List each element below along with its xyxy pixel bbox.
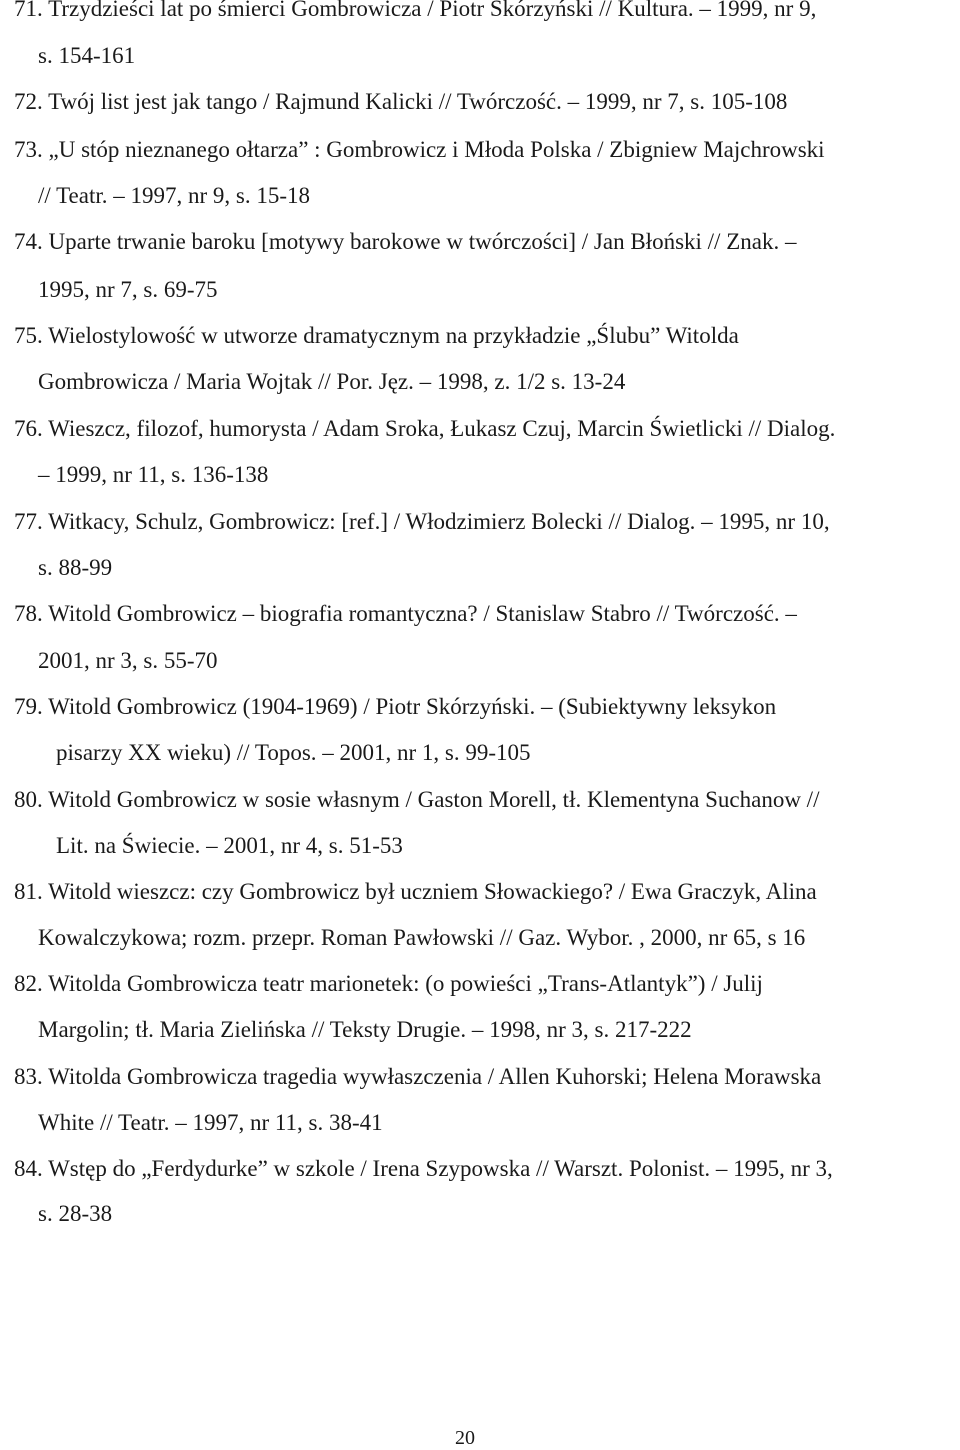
entry-line: s. 88-99	[38, 555, 113, 580]
entry-line: 75. Wielostylowość w utworze dramatycznym na przykładzie „Ślubu” Witolda	[14, 323, 739, 348]
entry-line: Gombrowicza / Maria Wojtak // Por. Jęz. – 1998, z. 1/2 s. 13-24	[38, 369, 626, 394]
entry-line: 82. Witolda Gombrowicza teatr marionetek: (o powieści „Trans-Atlantyk”) / Julij	[14, 971, 763, 996]
entry-line: s. 154-161	[38, 43, 136, 68]
page-number: 20	[455, 1427, 475, 1449]
entry-line: 83. Witolda Gombrowicza tragedia wywłaszczenia / Allen Kuhorski; Helena Morawska	[14, 1064, 822, 1089]
entry-line: 81. Witold wieszcz: czy Gombrowicz był uczniem Słowackiego? / Ewa Graczyk, Alina	[14, 879, 817, 904]
entry-line: 1995, nr 7, s. 69-75	[38, 277, 218, 302]
entry-line: 79. Witold Gombrowicz (1904-1969) / Piotr Skórzyński. – (Subiektywny leksykon	[14, 694, 777, 719]
entry-line: 76. Wieszcz, filozof, humorysta / Adam Sroka, Łukasz Czuj, Marcin Świetlicki // Dialog.	[14, 416, 836, 441]
entry-line: 73. „U stóp nieznanego ołtarza” : Gombrowicz i Młoda Polska / Zbigniew Majchrowski	[14, 137, 825, 162]
entry-line: 84. Wstęp do „Ferdydurke” w szkole / Irena Szypowska // Warszt. Polonist. – 1995, nr 3,	[14, 1156, 833, 1181]
entry-line: Margolin; tł. Maria Zielińska // Teksty Drugie. – 1998, nr 3, s. 217-222	[38, 1017, 692, 1042]
entry-line: 71. Trzydzieści lat po śmierci Gombrowicza / Piotr Skórzyński // Kultura. – 1999, nr 9,	[14, 0, 817, 21]
entry-line: // Teatr. – 1997, nr 9, s. 15-18	[38, 183, 311, 208]
entry-line: White // Teatr. – 1997, nr 11, s. 38-41	[38, 1110, 383, 1135]
entry-line: 80. Witold Gombrowicz w sosie własnym / Gaston Morell, tł. Klementyna Suchanow //	[14, 787, 820, 812]
entry-line: 77. Witkacy, Schulz, Gombrowicz: [ref.] / Włodzimierz Bolecki // Dialog. – 1995, nr 10,	[14, 509, 830, 534]
entry-line: 74. Uparte trwanie baroku [motywy barokowe w twórczości] / Jan Błoński // Znak. –	[14, 229, 797, 254]
entry-line: s. 28-38	[38, 1201, 113, 1226]
entry-line: Kowalczykowa; rozm. przepr. Roman Pawłowski // Gaz. Wybor. , 2000, nr 65, s 16	[38, 925, 806, 950]
entry-line: Lit. na Świecie. – 2001, nr 4, s. 51-53	[56, 833, 403, 858]
entry-line: pisarzy XX wieku) // Topos. – 2001, nr 1, s. 99-105	[56, 740, 531, 765]
entry-line: 78. Witold Gombrowicz – biografia romantyczna? / Stanislaw Stabro // Twórczość. –	[14, 601, 797, 626]
entry-line: 72. Twój list jest jak tango / Rajmund Kalicki // Twórczość. – 1999, nr 7, s. 105-108	[14, 89, 788, 114]
entry-line: – 1999, nr 11, s. 136-138	[38, 462, 269, 487]
entry-line: 2001, nr 3, s. 55-70	[38, 648, 218, 673]
